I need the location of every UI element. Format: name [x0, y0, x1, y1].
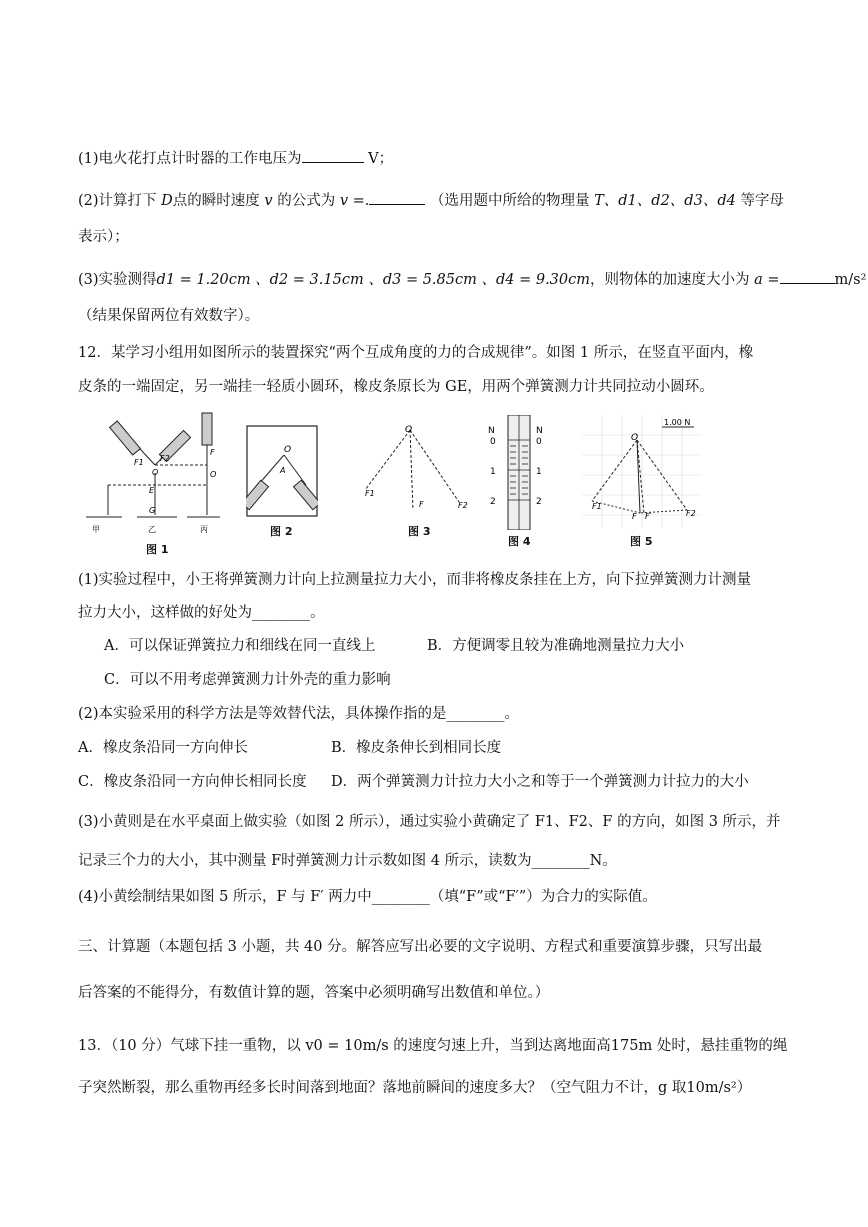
q11-part1-text: (1)电火花打点计时器的工作电压为	[78, 151, 302, 167]
q11-part3-text: (3)实验测得	[78, 272, 157, 288]
fig4-tick-1-right: 1	[536, 467, 542, 477]
figure-2-caption: 图 2	[270, 525, 293, 538]
fig1-point-f1: F1	[134, 458, 144, 467]
q11-part2-eq: =.	[352, 193, 370, 209]
figure-1-caption: 图 1	[146, 543, 169, 556]
figure-3	[355, 420, 473, 520]
q12-s3-line-2: 记录三个力的大小，其中测量 F时弹簧测力计示数如图 4 所示，读数为________N。	[78, 853, 617, 869]
answer-blank[interactable]	[302, 147, 364, 163]
fig1-point-o: O	[152, 468, 159, 477]
q12-s2-option-b[interactable]: B．橡皮条伸长到相同长度	[331, 740, 502, 756]
fig1-label-jia: 甲	[92, 525, 100, 534]
q11-part2-text-2: 点的瞬时速度	[172, 193, 260, 209]
fig1-point-o-right: O	[210, 470, 217, 479]
q11-part1	[78, 147, 393, 169]
section3-heading-2: 后答案的不能得分，有数值计算的题，答案中必须明确写出数值和单位。）	[78, 985, 550, 1001]
fig1-label-bing: 丙	[200, 525, 208, 534]
q11-part3	[78, 268, 866, 290]
unit-ms2: m/s²	[834, 272, 867, 288]
q11-part3-values: d1 = 1.20cm 、d2 = 3.15cm 、d3 = 5.85cm 、d4 = 9.30cm	[156, 272, 590, 288]
q12-s2-line: (2)本实验采用的科学方法是等效替代法，具体操作指的是________。	[78, 706, 520, 722]
fig5-point-f: F	[632, 512, 637, 521]
var-v: v	[264, 193, 273, 209]
fig1-point-g: G	[149, 506, 156, 515]
fig2-point-a: A	[280, 466, 286, 475]
fig5-point-f1: F1	[592, 502, 602, 511]
fig4-tick-2-right: 2	[536, 497, 542, 507]
var-v2: v	[339, 193, 349, 209]
answer-blank[interactable]	[780, 268, 835, 284]
figure-5-caption: 图 5	[630, 535, 653, 548]
q11-part3-text-2: ，则物体的加速度大小为	[590, 272, 750, 288]
q11-part1-unit: V；	[368, 151, 394, 167]
q13-line-1: 13．（10 分）气球下挂一重物，以 v0 = 10m/s 的速度匀速上升，当到达离地面高175m 处时，悬挂重物的绳	[78, 1038, 788, 1054]
q11-part2-text-3: 的公式为	[277, 193, 336, 209]
q12-s1-option-c[interactable]: C．可以不用考虑弹簧测力计外壳的重力影响	[104, 672, 391, 688]
figure-4-caption: 图 4	[508, 535, 531, 548]
fig4-unit-right: N	[536, 426, 543, 436]
answer-blank[interactable]	[369, 189, 425, 205]
fig4-unit-left: N	[488, 426, 495, 436]
q11-part2-tail: 等字母	[740, 193, 784, 209]
figure-1	[82, 405, 232, 540]
figure-5	[582, 415, 702, 528]
q12-s1-line-1: (1)实验过程中，小王将弹簧测力计向上拉测量拉力大小，而非将橡皮条挂在上方，向下拉弹簧测力计测量	[78, 572, 752, 588]
q12-s3-line-1: (3)小黄则是在水平桌面上做实验（如图 2 所示），通过实验小黄确定了 F1、F2、F 的方向，如图 3 所示，并	[78, 814, 781, 830]
q12-s1-line-2: 拉力大小，这样做的好处为________。	[78, 605, 325, 621]
fig1-label-yi: 乙	[148, 525, 156, 534]
fig3-point-o: O	[405, 425, 413, 435]
fig3-point-f: F	[419, 500, 424, 509]
fig3-point-f2: F2	[458, 501, 468, 510]
q12-s4-line: (4)小黄绘制结果如图 5 所示，F 与 F′ 两力中________（填“F”或“F′”）为合力的实际值。	[78, 889, 657, 905]
fig4-tick-0-right: 0	[536, 437, 542, 447]
figure-3-caption: 图 3	[408, 525, 431, 538]
q11-part2-cont: 表示）；	[78, 229, 129, 245]
q11-part3-cont: （结果保留两位有效数字）。	[78, 308, 260, 324]
fig4-tick-1: 1	[490, 467, 496, 477]
figure-4	[484, 415, 554, 530]
fig5-point-o: O	[631, 433, 639, 443]
q12-s1-option-b[interactable]: B．方便调零且较为准确地测量拉力大小	[427, 638, 685, 654]
q12-intro-2: 皮条的一端固定，另一端挂一轻质小圆环，橡皮条原长为 GE，用两个弹簧测力计共同拉动小圆环。	[78, 379, 714, 395]
var-a: a =	[754, 272, 780, 288]
fig3-point-f1: F1	[365, 489, 375, 498]
fig5-point-f2: F2	[686, 509, 696, 518]
q11-part2	[78, 189, 784, 211]
figure-2	[246, 425, 318, 517]
q12-s2-option-d[interactable]: D．两个弹簧测力计拉力大小之和等于一个弹簧测力计拉力的大小	[331, 774, 749, 790]
fig1-point-f2: F2	[160, 454, 170, 463]
fig5-scale: 1.00 N	[664, 418, 691, 427]
fig2-point-o: O	[284, 445, 292, 455]
q13-line-2: 子突然断裂，那么重物再经多长时间落到地面？落地前瞬间的速度多大？（空气阻力不计，g 取10m/s²）	[78, 1080, 752, 1096]
q11-part2-text: (2)计算打下	[78, 193, 157, 209]
section3-heading-1: 三、计算题（本题包括 3 小题，共 40 分。解答应写出必要的文字说明、方程式和重要演算步骤，只写出最	[78, 939, 763, 955]
var-d: D	[161, 193, 173, 209]
q12-s2-option-c[interactable]: C．橡皮条沿同一方向伸长相同长度	[78, 774, 307, 790]
q12-intro-1: 12．某学习小组用如图所示的装置探究“两个互成角度的力的合成规律”。如图 1 所示，在竖直平面内，橡	[78, 345, 754, 361]
fig4-tick-2: 2	[490, 497, 496, 507]
fig1-point-e: E	[149, 486, 155, 495]
var-t: T	[594, 193, 604, 209]
fig5-point-f-prime: F′	[645, 512, 652, 521]
q11-part2-text-4: （选用题中所给的物理量	[430, 193, 590, 209]
q12-s1-option-a[interactable]: A．可以保证弹簧拉力和细线在同一直线上	[104, 638, 376, 654]
fig1-point-f: F	[210, 448, 215, 457]
fig4-tick-0: 0	[490, 437, 496, 447]
q12-s2-option-a[interactable]: A．橡皮条沿同一方向伸长	[78, 740, 248, 756]
var-d-list: 、d1、d2、d3、d4	[603, 193, 736, 209]
